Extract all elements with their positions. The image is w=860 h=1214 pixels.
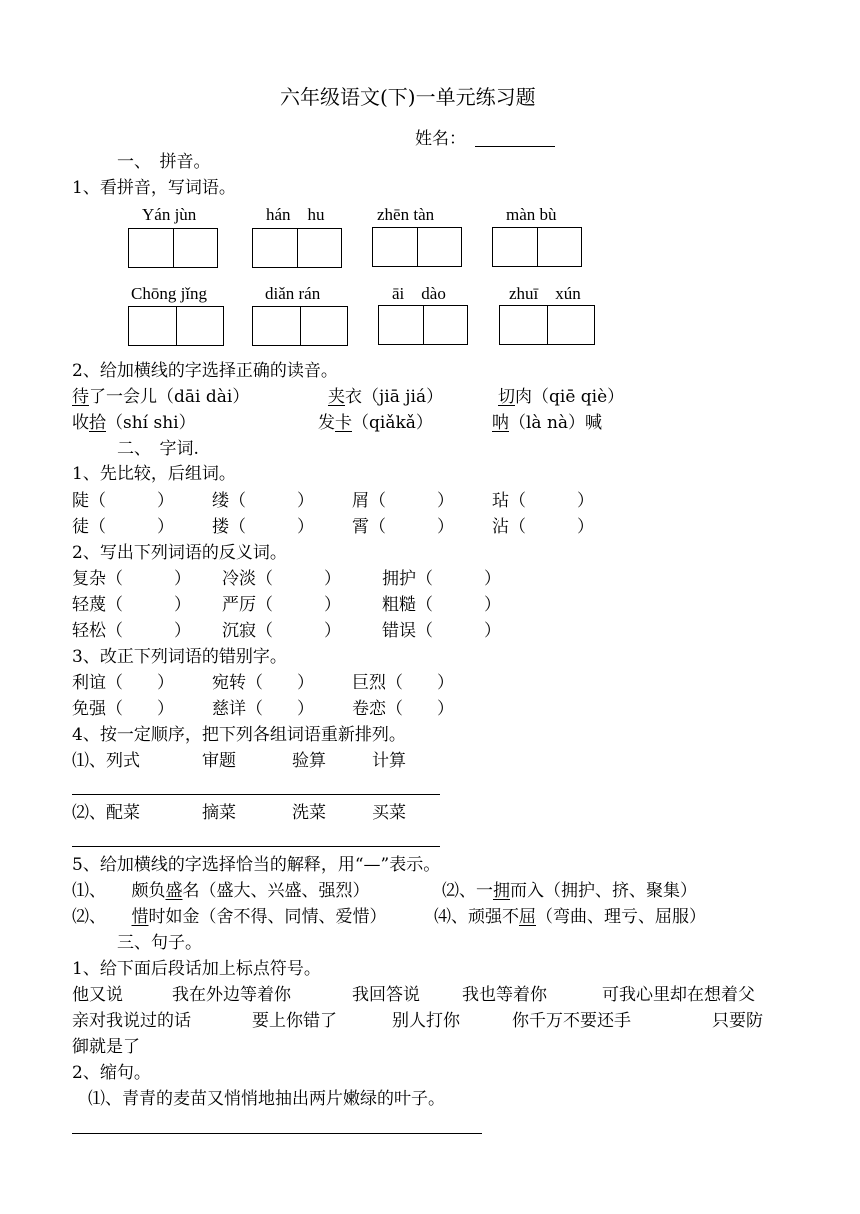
order-word: ⑴、列式 [72, 751, 140, 771]
compare-item: 玷（ ） [492, 491, 594, 511]
question-2-5: 5、给加横线的字选择恰当的解释，用“—”表示。 [72, 855, 441, 875]
antonym-item: 沉寂（ ） [222, 621, 341, 641]
char-box-pair[interactable] [128, 228, 218, 268]
order-word: 验算 [292, 751, 326, 771]
passage-phrase: 别人打你 [392, 1011, 460, 1031]
pinyin-label: hán hu [266, 205, 325, 224]
order-word: 摘菜 [202, 803, 236, 823]
compare-item: 霄（ ） [352, 517, 454, 537]
passage-phrase: 要上你错了 [252, 1011, 337, 1031]
passage-phrase: 我在外边等着你 [172, 985, 291, 1005]
char-box-pair[interactable] [499, 305, 595, 345]
char-box-pair[interactable] [128, 306, 224, 346]
passage-phrase: 御就是了 [72, 1037, 140, 1057]
explain-item: ⑷、顽强不屈（弯曲、理亏、屈服） [434, 907, 706, 927]
fix-item: 免强（ ） [72, 699, 174, 719]
antonym-item: 拥护（ ） [382, 569, 501, 589]
passage-phrase: 我回答说 [352, 985, 420, 1005]
pinyin-label: màn bù [506, 205, 557, 224]
antonym-item: 轻蔑（ ） [72, 595, 191, 615]
passage-phrase: 亲对我说过的话 [72, 1011, 191, 1031]
name-label: 姓名： [415, 129, 466, 149]
answer-line[interactable] [72, 794, 440, 795]
section-3-heading: 三、句子。 [117, 933, 202, 953]
order-word: 计算 [372, 751, 406, 771]
passage-phrase: 我也等着你 [462, 985, 547, 1005]
reading-item: 收拾（shí shi） [72, 413, 196, 433]
fix-item: 利谊（ ） [72, 673, 174, 693]
passage-phrase: 他又说 [72, 985, 123, 1005]
passage-phrase: 你千万不要还手 [512, 1011, 631, 1031]
char-box-pair[interactable] [252, 228, 342, 268]
order-word: 审题 [202, 751, 236, 771]
antonym-item: 粗糙（ ） [382, 595, 501, 615]
antonym-item: 冷淡（ ） [222, 569, 341, 589]
question-3-1: 1、给下面后段话加上标点符号。 [72, 959, 321, 979]
compare-item: 搂（ ） [212, 517, 314, 537]
question-2-2: 2、写出下列词语的反义词。 [72, 543, 287, 563]
antonym-item: 复杂（ ） [72, 569, 191, 589]
pinyin-label: diǎn rán [265, 284, 321, 303]
question-3-2-1: ⑴、青青的麦苗又悄悄地抽出两片嫩绿的叶子。 [88, 1089, 445, 1109]
explain-item: ⑵、一拥而入（拥护、挤、聚集） [442, 881, 697, 901]
order-word: ⑵、配菜 [72, 803, 140, 823]
reading-item: 发卡（qiǎkǎ） [318, 413, 433, 433]
fix-item: 宛转（ ） [212, 673, 314, 693]
question-1-2: 2、给加横线的字选择正确的读音。 [72, 361, 338, 381]
pinyin-label: zhēn tàn [377, 205, 435, 224]
explain-item: ⑵、 惜时如金（舍不得、同情、爱惜） [72, 907, 387, 927]
name-field[interactable] [475, 146, 555, 147]
char-box-pair[interactable] [372, 227, 462, 267]
antonym-item: 错误（ ） [382, 621, 501, 641]
char-box-pair[interactable] [378, 305, 468, 345]
question-1-1: 1、看拼音，写词语。 [72, 178, 236, 198]
compare-item: 陡（ ） [72, 491, 174, 511]
reading-item: 切肉（qiē qiè） [498, 387, 625, 407]
answer-line[interactable] [72, 846, 440, 847]
question-3-2: 2、缩句。 [72, 1063, 151, 1083]
pinyin-label: āi dào [392, 284, 446, 303]
order-word: 洗菜 [292, 803, 326, 823]
reading-item: 呐（là nà）喊 [492, 413, 603, 433]
question-2-4: 4、按一定顺序，把下列各组词语重新排列。 [72, 725, 406, 745]
section-1-heading: 一、 拼音。 [117, 152, 211, 172]
compare-item: 沾（ ） [492, 517, 594, 537]
reading-item: 夹衣（jiā jiá） [328, 387, 444, 407]
antonym-item: 严厉（ ） [222, 595, 341, 615]
question-2-1: 1、先比较，后组词。 [72, 464, 236, 484]
order-word: 买菜 [372, 803, 406, 823]
compare-item: 缕（ ） [212, 491, 314, 511]
compare-item: 屑（ ） [352, 491, 454, 511]
char-box-pair[interactable] [492, 227, 582, 267]
antonym-item: 轻松（ ） [72, 621, 191, 641]
fix-item: 慈详（ ） [212, 699, 314, 719]
compare-item: 徒（ ） [72, 517, 174, 537]
fix-item: 巨烈（ ） [352, 673, 454, 693]
reading-item: 待了一会儿（dāi dài） [72, 387, 250, 407]
char-box-pair[interactable] [252, 306, 348, 346]
pinyin-label: Chōng jǐng [131, 284, 208, 303]
answer-line[interactable] [72, 1133, 482, 1134]
passage-phrase: 可我心里却在想着父 [602, 985, 755, 1005]
question-2-3: 3、改正下列词语的错别字。 [72, 647, 287, 667]
page-title: 六年级语文(下)一单元练习题 [280, 85, 536, 109]
section-2-heading: 二、 字词. [117, 439, 199, 459]
passage-phrase: 只要防 [712, 1011, 763, 1031]
pinyin-label: Yán jùn [142, 205, 197, 224]
fix-item: 卷恋（ ） [352, 699, 454, 719]
pinyin-label: zhuī xún [509, 284, 581, 303]
explain-item: ⑴、 颇负盛名（盛大、兴盛、强烈） [72, 881, 370, 901]
